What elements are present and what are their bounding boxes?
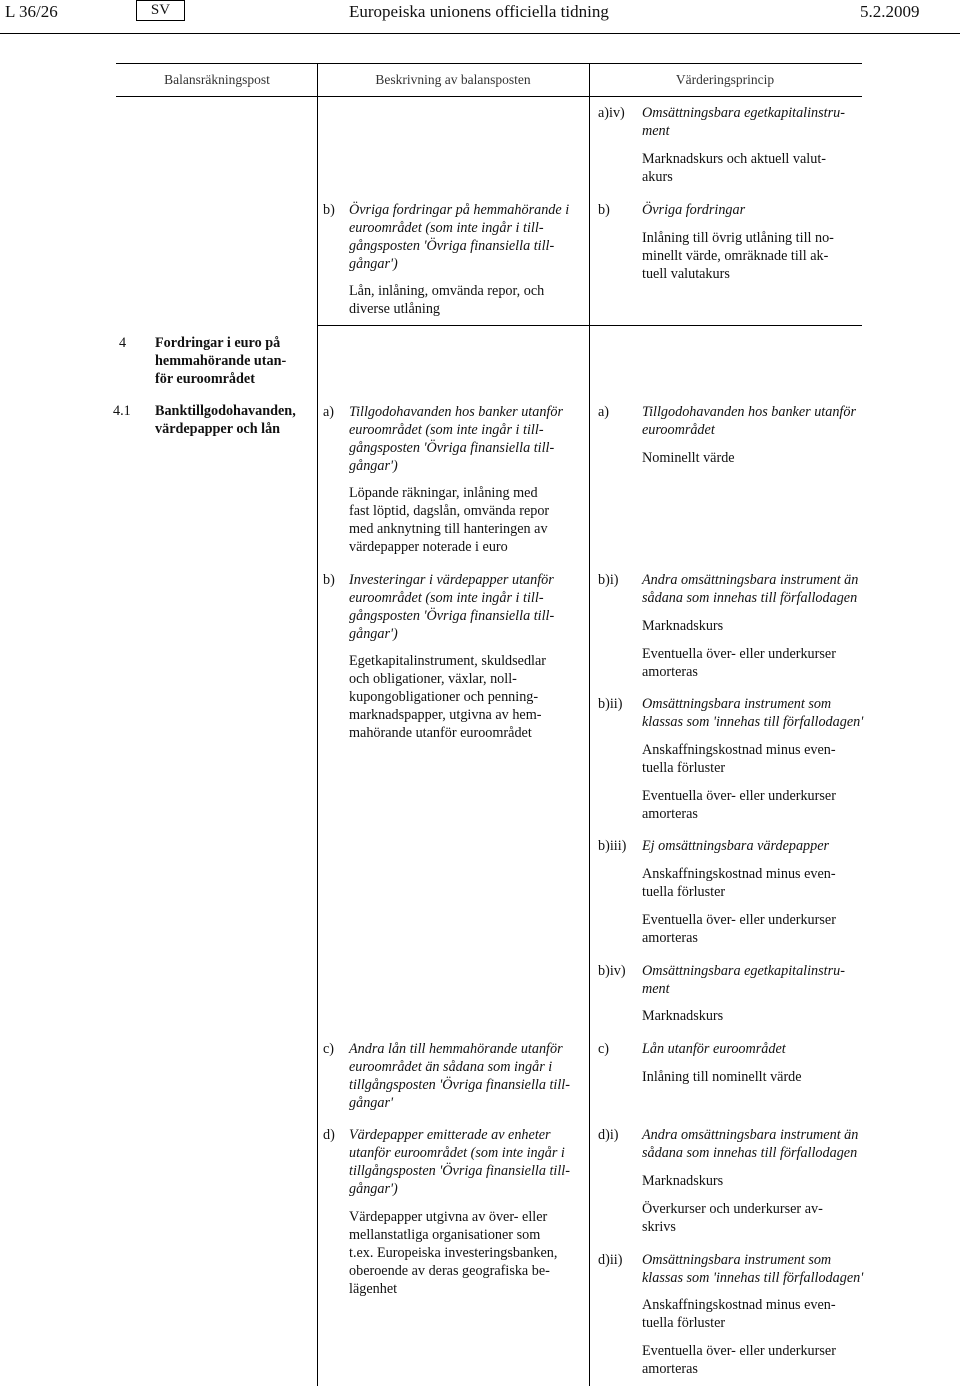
valuation-item-text: Marknadskurs	[642, 1008, 724, 1024]
valuation-item-text: Marknadskurs	[642, 618, 724, 634]
description-item-text: Lån, inlåning, omvända repor, och	[349, 283, 545, 299]
post-title: värdepapper och lån	[155, 421, 281, 438]
valuation-item-text: minellt värde, omräknade till ak-	[642, 248, 829, 265]
valuation-item-text: Marknadskurs	[642, 1173, 724, 1189]
description-item-title: Tillgodohavanden hos banker utanför	[349, 404, 563, 420]
valuation-item-text: Anskaffningskostnad minus even-	[642, 866, 836, 882]
valuation-item-title: ment	[642, 123, 670, 140]
post-number: 4	[119, 335, 127, 351]
description-item-title: gångar')	[349, 1181, 398, 1198]
valuation-item-text: akurs	[642, 169, 673, 186]
valuation-item-text: amorteras	[642, 806, 698, 823]
valuation-item-text: Eventuella över- eller underkurser	[642, 1343, 836, 1359]
description-separator	[318, 325, 589, 326]
valuation-item-text: tuella förluster	[642, 1315, 726, 1332]
description-item-label: d)	[323, 1127, 335, 1143]
description-item-title: euroområdet (som inte ingår i till-	[349, 422, 544, 439]
description-item-text: Egetkapitalinstrument, skuldsedlar	[349, 653, 547, 669]
valuation-item-title: euroområdet	[642, 422, 715, 439]
description-item-text: mellanstatliga organisationer som	[349, 1227, 541, 1244]
valuation-item-title: ment	[642, 981, 670, 998]
post-title: Fordringar i euro på	[155, 335, 281, 351]
description-item-text: fast löptid, dagslån, omvända repor	[349, 503, 550, 520]
description-item-text: kupongobligationer och penning-	[349, 689, 539, 706]
valuation-item-text: Eventuella över- eller underkurser	[642, 788, 836, 804]
valuation-item-label: a)	[598, 404, 610, 420]
valuation-item-title: klassas som 'innehas till förfallodagen'	[642, 714, 864, 731]
description-item-text: Värdepapper utgivna av över- eller	[349, 1209, 548, 1225]
valuation-item-text: Eventuella över- eller underkurser	[642, 646, 836, 662]
page-reference: L 36/26	[5, 2, 58, 21]
valuation-item-title: Omsättningsbara instrument som	[642, 696, 832, 712]
valuation-item-text: Eventuella över- eller underkurser	[642, 912, 836, 928]
valuation-item-text: amorteras	[642, 930, 698, 947]
publication-date: 5.2.2009	[860, 2, 920, 21]
description-item-text: oberoende av deras geografiska be-	[349, 1263, 550, 1280]
valuation-item-title: Omsättningsbara egetkapitalinstru-	[642, 963, 845, 979]
description-item-title: gångsposten 'Övriga finansiella till-	[349, 238, 555, 255]
column-divider-2	[589, 63, 590, 1386]
description-item-text: Löpande räkningar, inlåning med	[349, 485, 538, 501]
valuation-item-title: sådana som innehas till förfallodagen	[642, 590, 858, 607]
valuation-item-text: tuella förluster	[642, 760, 726, 777]
description-item-title: gångar')	[349, 626, 398, 643]
valuation-item-text: Inlåning till övrig utlåning till no-	[642, 230, 834, 246]
valuation-item-title: sådana som innehas till förfallodagen	[642, 1145, 858, 1162]
header-rule	[0, 33, 960, 34]
description-item-text: och obligationer, växlar, noll-	[349, 671, 517, 688]
valuation-item-text: Inlåning till nominellt värde	[642, 1069, 802, 1085]
column-divider-1	[317, 63, 318, 1386]
description-item-text: marknadspapper, utgivna av hem-	[349, 707, 542, 724]
description-item-title: Övriga fordringar på hemmahörande i	[349, 202, 570, 218]
description-item-title: gångar')	[349, 256, 398, 273]
description-item-label: a)	[323, 404, 335, 420]
valuation-item-label: b)i)	[598, 572, 619, 588]
valuation-item-title: Ej omsättningsbara värdepapper	[642, 838, 830, 854]
valuation-item-label: b)iii)	[598, 838, 627, 854]
valuation-item-label: c)	[598, 1041, 610, 1057]
post-title: Banktillgodohavanden,	[155, 403, 296, 419]
description-item-label: b)	[323, 202, 335, 218]
description-item-title: euroområdet (som inte ingår i till-	[349, 590, 544, 607]
valuation-item-text: Anskaffningskostnad minus even-	[642, 1297, 836, 1313]
description-item-text: t.ex. Europeiska investeringsbanken,	[349, 1245, 558, 1262]
journal-title: Europeiska unionens officiella tidning	[349, 2, 609, 21]
valuation-item-title: Omsättningsbara egetkapitalinstru-	[642, 105, 845, 121]
valuation-item-text: Marknadskurs och aktuell valut-	[642, 151, 826, 167]
description-item-title: Värdepapper emitterade av enheter	[349, 1127, 551, 1143]
post-title: hemmahörande utan-	[155, 353, 287, 370]
description-item-title: gångar'	[349, 1095, 394, 1112]
description-item-text: diverse utlåning	[349, 301, 441, 318]
description-item-text: lägenhet	[349, 1281, 398, 1298]
post-title: för euroområdet	[155, 371, 255, 388]
table-header-rule	[116, 96, 862, 97]
description-item-text: mahörande utanför euroområdet	[349, 725, 532, 742]
description-item-text: värdepapper noterade i euro	[349, 539, 508, 556]
table-top-rule	[116, 63, 862, 64]
language-badge: SV	[136, 0, 185, 21]
description-item-title: Investeringar i värdepapper utanför	[349, 572, 554, 588]
description-item-title: gångar')	[349, 458, 398, 475]
description-item-title: euroområdet än sådana som ingår i	[349, 1059, 553, 1076]
description-item-title: gångsposten 'Övriga finansiella till-	[349, 440, 555, 457]
description-item-title: utanför euroområdet (som inte ingår i	[349, 1145, 565, 1162]
valuation-item-text: tuella förluster	[642, 884, 726, 901]
valuation-item-text: amorteras	[642, 664, 698, 681]
valuation-item-label: d)ii)	[598, 1252, 623, 1268]
description-item-label: b)	[323, 572, 335, 588]
valuation-item-label: b)ii)	[598, 696, 623, 712]
valuation-item-title: Andra omsättningsbara instrument än	[642, 1127, 859, 1143]
post-number: 4.1	[113, 403, 131, 419]
valuation-item-title: Lån utanför euroområdet	[642, 1041, 786, 1057]
valuation-item-label: b)iv)	[598, 963, 626, 979]
valuation-item-text: Anskaffningskostnad minus even-	[642, 742, 836, 758]
description-item-title: tillgångsposten 'Övriga finansiella till-	[349, 1077, 570, 1094]
valuation-item-title: Andra omsättningsbara instrument än	[642, 572, 859, 588]
description-item-title: gångsposten 'Övriga finansiella till-	[349, 608, 555, 625]
valuation-item-text: amorteras	[642, 1361, 698, 1378]
valuation-item-text: Nominellt värde	[642, 450, 735, 466]
description-item-title: Andra lån till hemmahörande utanför	[349, 1041, 563, 1057]
valuation-item-label: d)i)	[598, 1127, 619, 1143]
column-header-description: Beskrivning av balansposten	[375, 72, 531, 87]
valuation-item-label: a)iv)	[598, 105, 625, 121]
valuation-separator	[590, 325, 862, 326]
valuation-item-text: tuell valutakurs	[642, 266, 730, 283]
valuation-item-title: Omsättningsbara instrument som	[642, 1252, 832, 1268]
description-item-title: tillgångsposten 'Övriga finansiella till-	[349, 1163, 570, 1180]
description-item-title: euroområdet (som inte ingår i till-	[349, 220, 544, 237]
valuation-item-text: Överkurser och underkurser av-	[642, 1201, 823, 1217]
column-header-valuation: Värderingsprincip	[675, 72, 775, 87]
valuation-item-title: Tillgodohavanden hos banker utanför	[642, 404, 856, 420]
description-item-label: c)	[323, 1041, 335, 1057]
description-item-text: med anknytning till hanteringen av	[349, 521, 548, 538]
valuation-item-title: Övriga fordringar	[642, 202, 746, 218]
column-header-post: Balansräkningspost	[164, 72, 270, 87]
valuation-item-title: klassas som 'innehas till förfallodagen'	[642, 1270, 864, 1287]
valuation-item-text: skrivs	[642, 1219, 676, 1236]
valuation-item-label: b)	[598, 202, 610, 218]
